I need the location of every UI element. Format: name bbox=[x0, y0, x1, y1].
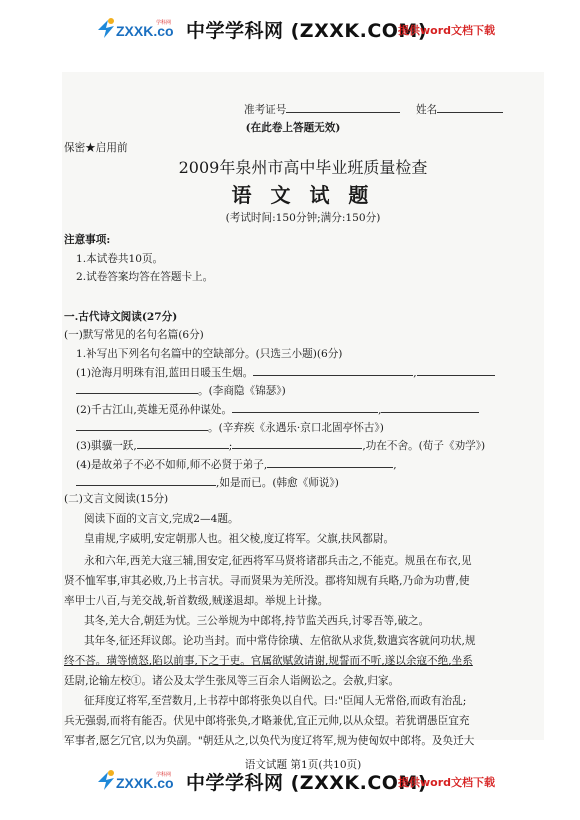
question-1-2-cont bbox=[76, 420, 384, 435]
bottom-banner bbox=[0, 762, 580, 802]
download-link[interactable]: 提供word文档下载 bbox=[398, 776, 496, 789]
answer-blank bbox=[232, 438, 362, 449]
time-info: (考试时间:150分钟;满分:150分) bbox=[225, 212, 381, 224]
punctuation: , bbox=[393, 459, 397, 471]
passage-line: 贤不恤军事,审其必败,乃上书言状。寻而贤果为羌所没。郡将知规有兵略,乃命为功曹,使 bbox=[64, 575, 470, 587]
answer-blank bbox=[76, 475, 216, 486]
part-title-1: (一)默写常见的名句名篇(6分) bbox=[64, 329, 204, 341]
answer-note: (在此卷上答题无效) bbox=[245, 122, 341, 134]
question-1-3-text: (3)骐骥一跃, bbox=[76, 440, 137, 452]
admission-number-blank bbox=[286, 102, 400, 113]
exam-title: 2009年泉州市高中毕业班质量检查 bbox=[178, 158, 428, 177]
question-1-2-source: 。(辛弃疾《永遇乐·京口北固亭怀古》) bbox=[208, 422, 384, 434]
passage-line: 其冬,羌大合,朝廷为忧。三公举规为中郎将,持节监关西兵,讨零吾等,破之。 bbox=[84, 615, 430, 627]
answer-blank bbox=[137, 438, 229, 449]
subject-title: 语 文 试 题 bbox=[231, 183, 375, 207]
answer-blank bbox=[232, 402, 378, 413]
passage-instruction: 阅读下面的文言文,完成2—4题。 bbox=[84, 513, 239, 525]
answer-blank bbox=[267, 457, 393, 468]
passage-line: 廷尉,论输左校①。诸公及太学生张凤等三百余人诣阙讼之。会赦,归家。 bbox=[64, 675, 400, 687]
passage-line: 征拜度辽将军,至营数月,上书荐中郎将张奂以自代。曰:"臣闻人无常俗,而政有治乱; bbox=[84, 695, 467, 707]
answer-blank bbox=[417, 365, 495, 376]
name-field bbox=[416, 102, 503, 117]
admission-number-field bbox=[244, 102, 400, 117]
punctuation: , bbox=[413, 367, 417, 379]
question-1-2 bbox=[76, 402, 479, 417]
notice-title: 注意事项: bbox=[64, 234, 111, 246]
exam-page bbox=[62, 72, 544, 771]
question-1-4-cont bbox=[76, 475, 339, 490]
notice-item-2: 2.试卷答案均答在答题卡上。 bbox=[76, 271, 214, 283]
download-link[interactable]: 提供word文档下载 bbox=[398, 24, 496, 37]
passage-line: 永和六年,西羌大寇三辅,围安定,征西将军马贤将诸郡兵击之,不能克。规虽在布衣,见 bbox=[84, 555, 472, 567]
section-title: 一.古代诗文阅读(27分) bbox=[64, 311, 178, 323]
secret-mark: 保密★启用前 bbox=[64, 142, 128, 154]
question-1-4-source: ,如是而已。(韩愈《师说》) bbox=[216, 477, 339, 489]
logo-sub: 学科网 bbox=[156, 20, 172, 26]
passage-line: 军事者,愿乞冗官,以为奂副。"朝廷从之,以奂代为度辽将军,规为使匈奴中郎将。及奂迁大 bbox=[64, 735, 475, 747]
question-1: 1.补写出下列名句名篇中的空缺部分。(只选三小题)(6分) bbox=[76, 348, 343, 360]
logo-text: ZXXK.co bbox=[116, 775, 174, 791]
notice-item-1: 1.本试卷共10页。 bbox=[76, 253, 164, 265]
top-banner bbox=[0, 10, 580, 50]
question-1-4-text: (4)是故弟子不必不如师,师不必贤于弟子, bbox=[76, 459, 268, 471]
answer-blank bbox=[253, 365, 413, 376]
question-1-3 bbox=[76, 438, 485, 453]
punctuation: ; bbox=[228, 440, 233, 452]
site-name[interactable]: 中学学科网 (ZXXK.COM) bbox=[186, 772, 428, 794]
passage-line: 率甲士八百,与羌交战,斩首数级,贼遂退却。举规上计掾。 bbox=[64, 595, 329, 607]
zxxk-logo-icon bbox=[94, 12, 174, 48]
answer-blank bbox=[381, 402, 479, 413]
passage-line: 兵无强弱,而将有能否。伏见中郎将张奂,才略兼优,宜正元帅,以从众望。若犹谓愚臣宜充 bbox=[64, 715, 470, 727]
part-title-2: (二)文言文阅读(15分) bbox=[64, 493, 169, 505]
zxxk-logo-icon bbox=[94, 764, 174, 800]
question-1-4 bbox=[76, 457, 397, 472]
zxxk-logo[interactable] bbox=[94, 12, 174, 48]
page-footer: 语文试题 第1页(共10页) bbox=[244, 759, 362, 771]
question-1-1 bbox=[76, 365, 495, 380]
name-label: 姓名 bbox=[416, 104, 438, 116]
answer-blank bbox=[76, 420, 208, 431]
logo-sub: 学科网 bbox=[156, 772, 172, 778]
site-name[interactable]: 中学学科网 (ZXXK.COM) bbox=[186, 20, 428, 42]
question-1-1-source: 。(李商隐《锦瑟》) bbox=[198, 385, 286, 397]
punctuation: , bbox=[378, 404, 382, 416]
question-1-3-source: ,功在不舍。(荀子《劝学》) bbox=[362, 440, 486, 452]
question-1-2-text: (2)千古江山,英雄无觅孙仲谋处。 bbox=[76, 404, 233, 416]
question-1-1-cont bbox=[76, 383, 286, 398]
passage-line: 其年冬,征还拜议郎。论功当封。而中常侍徐璜、左倌欲从求货,数遣宾客就问功状,规 bbox=[84, 635, 476, 647]
admission-number-label: 准考证号 bbox=[244, 104, 287, 116]
zxxk-logo[interactable] bbox=[94, 764, 174, 800]
question-1-1-text: (1)沧海月明珠有泪,蓝田日暖玉生烟。 bbox=[76, 367, 254, 379]
name-blank bbox=[437, 102, 503, 113]
passage-line: 终不荅。璜等愤怒,陷以前事,下之于吏。官属欲赋敛请谢,规誓而不听,遂以余寇不绝,坐系 bbox=[64, 655, 473, 667]
passage-line: 皇甫规,字威明,安定朝那人也。祖父棱,度辽将军。父旗,扶风都尉。 bbox=[84, 533, 395, 545]
answer-blank bbox=[76, 383, 198, 394]
logo-text: ZXXK.co bbox=[116, 23, 174, 39]
